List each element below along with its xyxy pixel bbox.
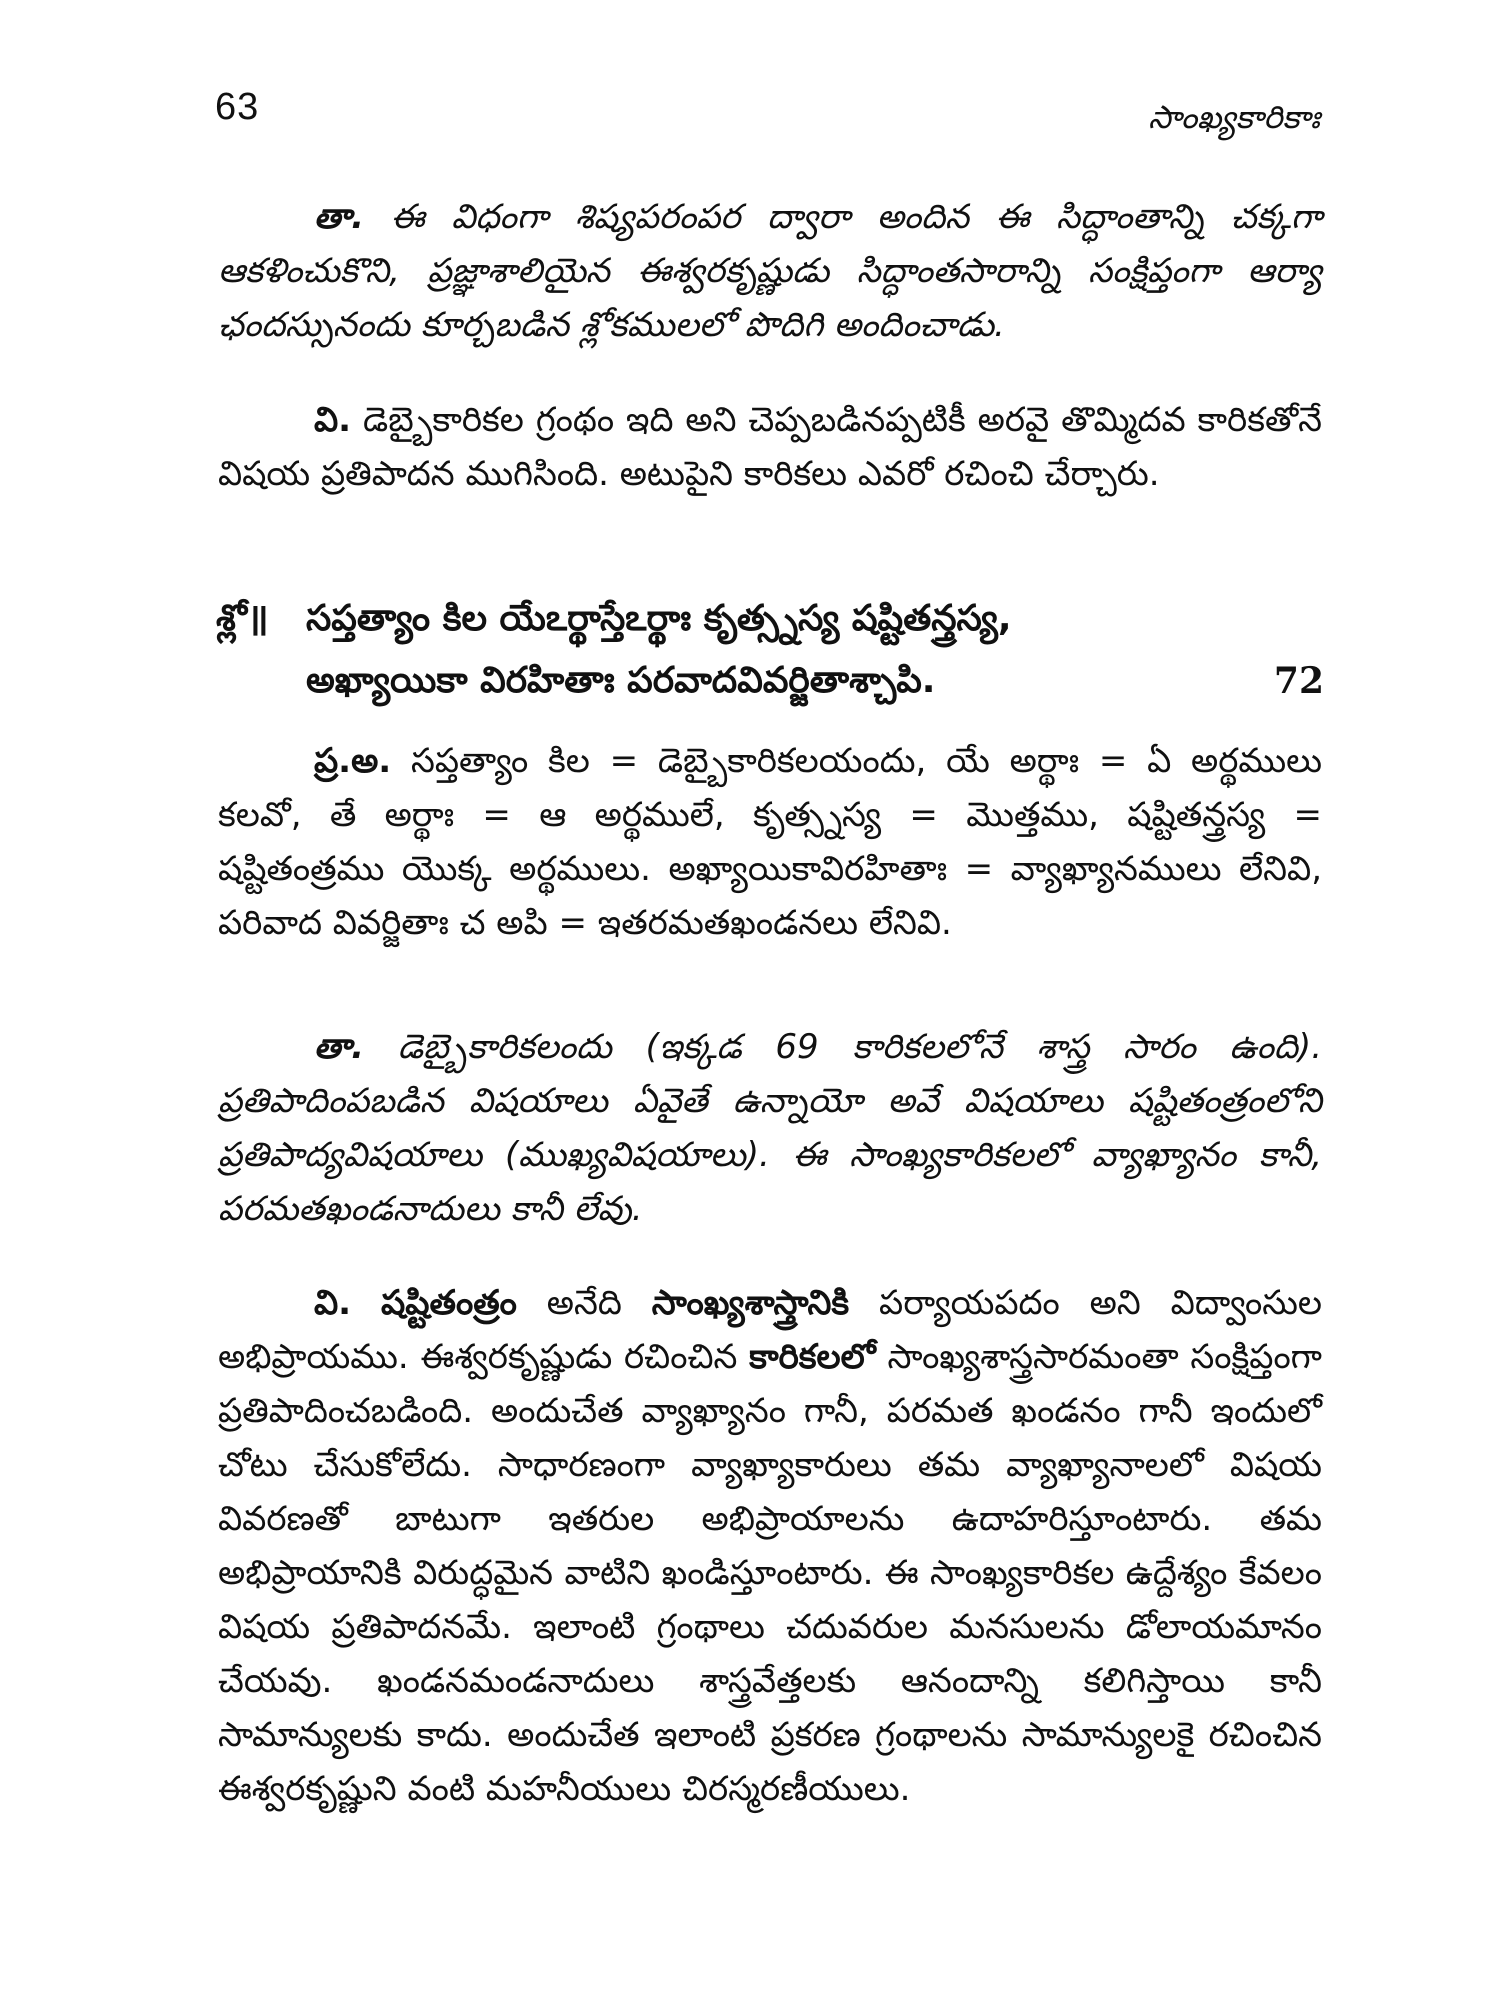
paragraph-text: సప్తత్యాం కిల = డెబ్బైకారికలయందు, యే అర్థాః = ఏ అర్థములు కలవో, తే అర్థాః = ఆ అర్థములే, కృత్స్నస్య = మొత్తము, షష్టితన్త్రస్య = షష్టితంత్రము యొక్క అర్థములు. అఖ్యాయికావిరహితాః = వ్యాఖ్యానములు లేనివి, పరివాద వివర్జితాః చ అపి = ఇతరమతఖండనలు లేనివి. <box>218 741 1322 943</box>
paragraph-label: తా. <box>314 197 365 237</box>
paragraph-text: డెబ్బైకారికల గ్రంథం ఇది అని చెప్పబడినప్పటికీ అరవై తొమ్మిదవ కారికతోనే విషయ ప్రతిపాదన ముగిసింది. అటుపైని కారికలు ఎవరో రచించి చేర్చారు. <box>218 400 1322 494</box>
paragraph-text: అనేది <box>516 1283 652 1323</box>
verse-line-1: సప్తత్యాం కిల యేఽర్థాస్తేఽర్థాః కృత్స్నస్య షష్టితన్త్రస్య, <box>306 598 1012 639</box>
shloka-marker: శ్లో॥ <box>216 598 269 639</box>
paragraph-pratipadartham <box>218 734 1322 950</box>
verse-line-2: అఖ్యాయికా విరహితాః పరవాదవివర్జితాశ్చాపి. <box>306 660 936 701</box>
bold-term: షష్టితంత్రం <box>381 1283 517 1323</box>
verse-number: 72 <box>1273 660 1324 702</box>
paragraph-text: ఈ విధంగా శిష్యపరంపర ద్వారా అందిన ఈ సిద్ధాంతాన్ని చక్కగా ఆకళించుకొని, ప్రజ్ఞాశాలియైన ఈశ్వరకృష్ణుడు సిద్ధాంతసారాన్ని సంక్షిప్తంగా ఆర్యా ఛందస్సునందు కూర్చబడిన శ్లోకములలో పొదిగి అందించాడు. <box>218 197 1323 345</box>
paragraph-label: వి. <box>314 1283 352 1323</box>
paragraph-text: సాంఖ్యశాస్త్రసారమంతా సంక్షిప్తంగా ప్రతిపాదించబడింది. అందుచేత వ్యాఖ్యానం గానీ, పరమత ఖండనం గానీ ఇందులో చోటు చేసుకోలేదు. సాధారణంగా వ్యాఖ్యాకారులు తమ వ్యాఖ్యానాలలో విషయ వివరణతో బాటుగా ఇతరుల అభిప్రాయాలను ఉదాహరిస్తూంటారు. తమ అభిప్రాయానికి విరుద్ధమైన వాటిని ఖండిస్తూంటారు. ఈ సాంఖ్యకారికల ఉద్దేశ్యం కేవలం విషయ ప్రతిపాదనమే. ఇలాంటి గ్రంథాలు చదువరుల మనసులను డోలాయమానం చేయవు. ఖండనమండనాదులు శాస్త్రవేత్తలకు ఆనందాన్ని కలిగిస్తాయి కానీ సామాన్యులకు కాదు. అందుచేత ఇలాంటి ప్రకరణ గ్రంథాలను సామాన్యులకై రచించిన ఈశ్వరకృష్ణుని వంటి మహనీయులు చిరస్మరణీయులు. <box>218 1337 1322 1809</box>
paragraph-vivarana-1 <box>218 393 1322 501</box>
page-number: 63 <box>215 86 260 128</box>
paragraph-vivarana-2 <box>218 1276 1322 1816</box>
paragraph-label: ప్ర.అ. <box>314 741 392 781</box>
paragraph-label: వి. <box>314 400 352 440</box>
running-title: సాంఖ్యకారికాః <box>1148 98 1320 136</box>
bold-term: కారికలలో <box>749 1337 876 1377</box>
paragraph-text: డెబ్బైకారికలందు (ఇక్కడ 69 కారికలలోనే శాస్త్ర సారం ఉంది). ప్రతిపాదింపబడిన విషయాలు ఏవైతే ఉన్నాయో అవే విషయాలు షష్టితంత్రంలోని ప్రతిపాద్యవిషయాలు (ముఖ్యవిషయాలు). ఈ సాంఖ్యకారికలలో వ్యాఖ్యానం కానీ, పరమతఖండనాదులు కానీ లేవు. <box>218 1027 1322 1229</box>
paragraph-tatparyam-1 <box>218 190 1322 352</box>
bold-term: సాంఖ్యశాస్త్రానికి <box>651 1283 850 1323</box>
paragraph-label: తా. <box>314 1027 365 1067</box>
paragraph-text: పర్యాయపదం అని విద్వాంసుల అభిప్రాయము. ఈశ్వరకృష్ణుడు రచించిన <box>218 1283 1322 1377</box>
paragraph-tatparyam-2 <box>218 1020 1322 1236</box>
